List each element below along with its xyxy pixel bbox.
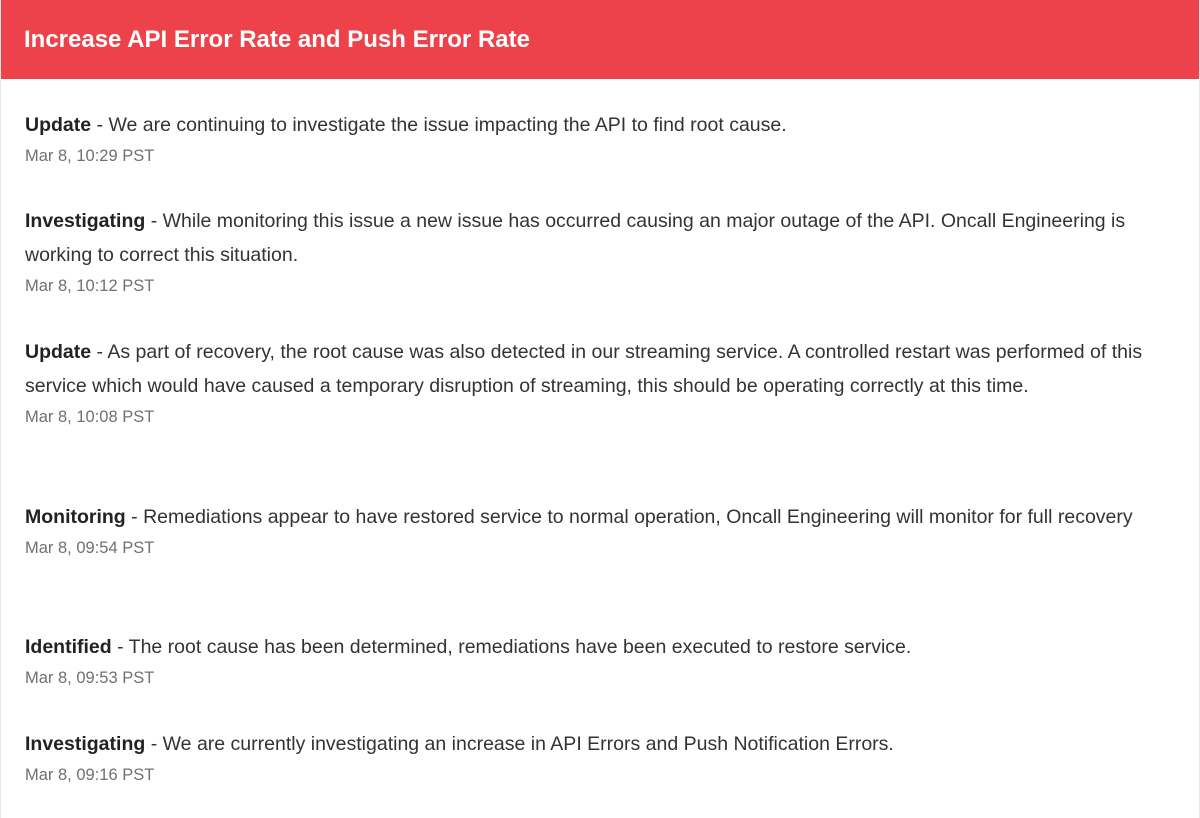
incident-update [25,108,1175,167]
incident-update [25,727,1175,786]
update-status: Identified [25,636,112,658]
update-status: Investigating [25,210,146,232]
update-timestamp: Mar 8, 10:29 PST [25,147,155,165]
update-separator: - [145,210,163,232]
update-status: Monitoring [25,506,126,528]
update-timestamp: Mar 8, 10:12 PST [25,277,155,295]
update-timestamp: Mar 8, 09:16 PST [25,766,155,784]
incident-update [25,500,1175,559]
update-message: While monitoring this issue a new issue has occurred causing an major outage of the API. Oncall Engineering is working to correct this situation. [25,210,1126,266]
update-message: We are continuing to investigate the issue impacting the API to find root cause. [108,114,787,136]
incident-update [25,335,1175,428]
update-body [25,108,1175,142]
update-body [25,630,1175,664]
update-message: We are currently investigating an increase in API Errors and Push Notification Errors. [162,733,894,755]
update-status: Update [25,341,92,363]
incident-header [1,0,1199,79]
update-separator: - [91,341,108,363]
update-body [25,335,1175,403]
update-body [25,204,1175,272]
update-message: The root cause has been determined, remediations have been executed to restore service. [128,636,912,658]
update-status: Investigating [25,733,146,755]
update-message: As part of recovery, the root cause was also detected in our streaming service. A controlled restart was performed of this service which would have caused a temporary disruption of streaming, this should be operating correctly at this time. [25,341,1143,397]
update-body [25,500,1175,534]
incident-title: Increase API Error Rate and Push Error Rate [24,25,530,53]
update-body [25,727,1175,761]
incident-update [25,204,1175,297]
update-separator: - [145,733,163,755]
incident-update [25,630,1175,689]
update-separator: - [111,636,129,658]
update-timestamp: Mar 8, 09:53 PST [25,669,155,687]
update-separator: - [91,114,109,136]
update-message: Remediations appear to have restored service to normal operation, Oncall Engineering will monitor for full recovery [143,506,1133,528]
update-timestamp: Mar 8, 09:54 PST [25,539,155,557]
update-status: Update [25,114,92,136]
update-separator: - [125,506,144,528]
update-timestamp: Mar 8, 10:08 PST [25,408,155,426]
